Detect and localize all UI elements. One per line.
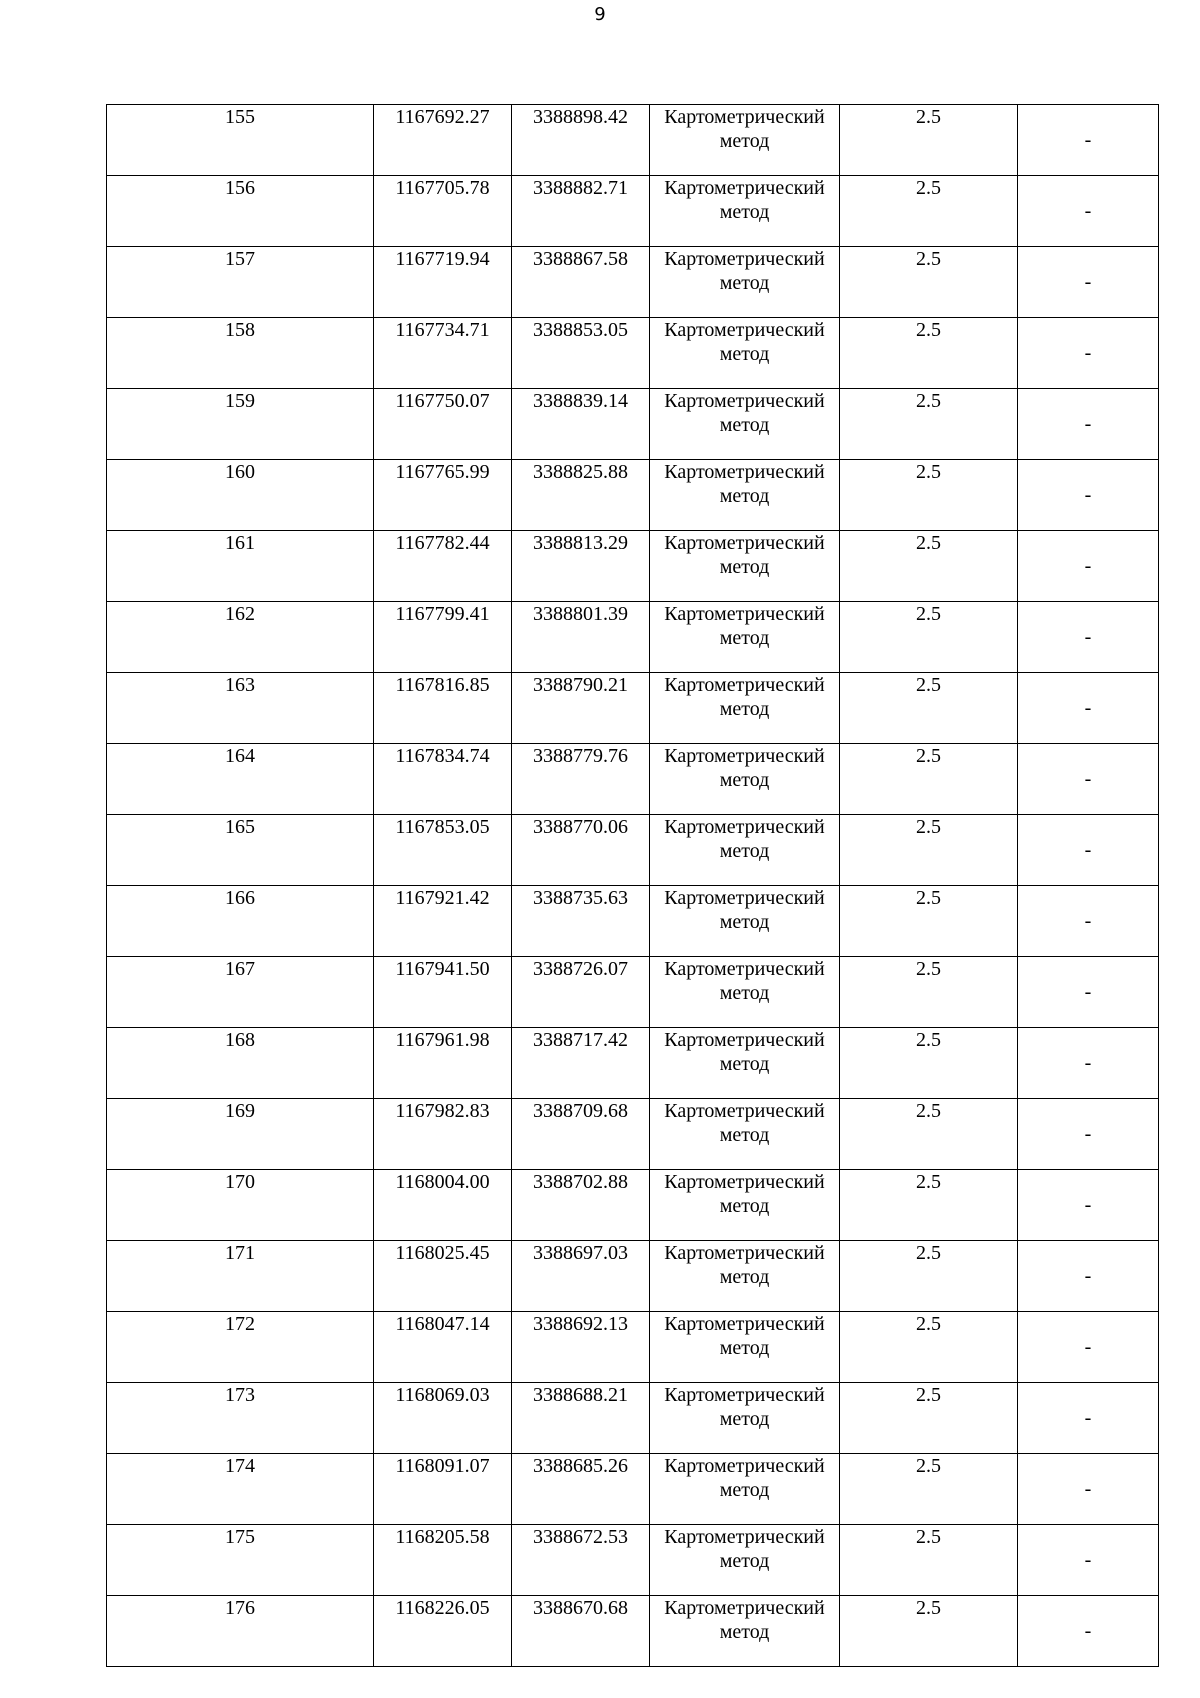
method-line: Картометрический [664,745,825,767]
point-number-cell: 170 [107,1170,374,1241]
method-line: Картометрический [664,1242,825,1264]
method-line: метод [719,1408,770,1430]
method-line: метод [719,1479,770,1501]
method-line: Картометрический [664,532,825,554]
x-coordinate-cell: 1168025.45 [374,1241,512,1312]
y-coordinate-cell: 3388692.13 [512,1312,650,1383]
method-cell [650,247,840,318]
table-row [107,1383,1159,1454]
method-line: метод [719,485,770,507]
method-cell [650,318,840,389]
point-number-cell: 166 [107,886,374,957]
method-cell [650,957,840,1028]
x-coordinate-cell: 1167705.78 [374,176,512,247]
method-cell [650,460,840,531]
method-cell [650,1454,840,1525]
point-number-cell: 168 [107,1028,374,1099]
accuracy-cell: 2.5 [840,1099,1018,1170]
table-body [107,105,1159,1667]
method-cell [650,1383,840,1454]
table-row [107,1099,1159,1170]
note-cell: - [1018,957,1159,1028]
method-line: Картометрический [664,1597,825,1619]
accuracy-cell: 2.5 [840,1596,1018,1667]
method-cell [650,1170,840,1241]
method-line: метод [719,1621,770,1643]
point-number-cell: 162 [107,602,374,673]
point-number-cell: 167 [107,957,374,1028]
table-row [107,531,1159,602]
y-coordinate-cell: 3388882.71 [512,176,650,247]
point-number-cell: 174 [107,1454,374,1525]
table-row [107,1241,1159,1312]
method-line: метод [719,982,770,1004]
note-cell: - [1018,176,1159,247]
method-cell [650,673,840,744]
method-line: метод [719,1550,770,1572]
point-number-cell: 173 [107,1383,374,1454]
y-coordinate-cell: 3388867.58 [512,247,650,318]
y-coordinate-cell: 3388709.68 [512,1099,650,1170]
accuracy-cell: 2.5 [840,247,1018,318]
method-line: метод [719,840,770,862]
y-coordinate-cell: 3388770.06 [512,815,650,886]
table-row [107,460,1159,531]
point-number-cell: 160 [107,460,374,531]
note-cell: - [1018,1383,1159,1454]
method-cell [650,602,840,673]
method-line: метод [719,769,770,791]
accuracy-cell: 2.5 [840,1312,1018,1383]
note-cell: - [1018,1170,1159,1241]
method-line: метод [719,1195,770,1217]
method-cell [650,176,840,247]
accuracy-cell: 2.5 [840,1241,1018,1312]
accuracy-cell: 2.5 [840,1454,1018,1525]
point-number-cell: 158 [107,318,374,389]
accuracy-cell: 2.5 [840,389,1018,460]
table-row [107,957,1159,1028]
x-coordinate-cell: 1168226.05 [374,1596,512,1667]
accuracy-cell: 2.5 [840,460,1018,531]
accuracy-cell: 2.5 [840,105,1018,176]
note-cell: - [1018,1596,1159,1667]
method-line: Картометрический [664,603,825,625]
table-row [107,744,1159,815]
page-number: 9 [594,4,606,25]
method-cell [650,1596,840,1667]
table-row [107,1454,1159,1525]
method-line: метод [719,1266,770,1288]
method-cell [650,815,840,886]
table-row [107,886,1159,957]
table-row [107,673,1159,744]
note-cell: - [1018,815,1159,886]
method-line: метод [719,911,770,933]
x-coordinate-cell: 1167816.85 [374,673,512,744]
point-number-cell: 164 [107,744,374,815]
method-cell [650,389,840,460]
accuracy-cell: 2.5 [840,886,1018,957]
accuracy-cell: 2.5 [840,1170,1018,1241]
x-coordinate-cell: 1168047.14 [374,1312,512,1383]
note-cell: - [1018,1525,1159,1596]
x-coordinate-cell: 1167719.94 [374,247,512,318]
method-cell [650,744,840,815]
table-row [107,389,1159,460]
method-line: Картометрический [664,1313,825,1335]
y-coordinate-cell: 3388670.68 [512,1596,650,1667]
method-cell [650,1028,840,1099]
method-cell [650,1241,840,1312]
note-cell: - [1018,318,1159,389]
accuracy-cell: 2.5 [840,176,1018,247]
coordinates-table [106,104,1159,1667]
method-line: Картометрический [664,248,825,270]
y-coordinate-cell: 3388672.53 [512,1525,650,1596]
x-coordinate-cell: 1167961.98 [374,1028,512,1099]
point-number-cell: 171 [107,1241,374,1312]
accuracy-cell: 2.5 [840,602,1018,673]
point-number-cell: 157 [107,247,374,318]
table-row [107,1028,1159,1099]
point-number-cell: 172 [107,1312,374,1383]
point-number-cell: 156 [107,176,374,247]
point-number-cell: 161 [107,531,374,602]
point-number-cell: 163 [107,673,374,744]
method-line: метод [719,272,770,294]
x-coordinate-cell: 1167982.83 [374,1099,512,1170]
table-row [107,1525,1159,1596]
y-coordinate-cell: 3388726.07 [512,957,650,1028]
method-line: Картометрический [664,1100,825,1122]
method-line: Картометрический [664,958,825,980]
y-coordinate-cell: 3388697.03 [512,1241,650,1312]
y-coordinate-cell: 3388779.76 [512,744,650,815]
point-number-cell: 165 [107,815,374,886]
x-coordinate-cell: 1167853.05 [374,815,512,886]
accuracy-cell: 2.5 [840,673,1018,744]
note-cell: - [1018,1241,1159,1312]
note-cell: - [1018,602,1159,673]
accuracy-cell: 2.5 [840,744,1018,815]
y-coordinate-cell: 3388898.42 [512,105,650,176]
method-line: Картометрический [664,390,825,412]
note-cell: - [1018,531,1159,602]
point-number-cell: 176 [107,1596,374,1667]
table-row [107,602,1159,673]
point-number-cell: 155 [107,105,374,176]
accuracy-cell: 2.5 [840,1383,1018,1454]
note-cell: - [1018,460,1159,531]
method-line: метод [719,343,770,365]
method-line: метод [719,556,770,578]
point-number-cell: 169 [107,1099,374,1170]
y-coordinate-cell: 3388801.39 [512,602,650,673]
table-row [107,105,1159,176]
y-coordinate-cell: 3388853.05 [512,318,650,389]
method-line: Картометрический [664,177,825,199]
method-line: Картометрический [664,461,825,483]
x-coordinate-cell: 1167941.50 [374,957,512,1028]
x-coordinate-cell: 1167692.27 [374,105,512,176]
x-coordinate-cell: 1167734.71 [374,318,512,389]
accuracy-cell: 2.5 [840,957,1018,1028]
note-cell: - [1018,886,1159,957]
accuracy-cell: 2.5 [840,318,1018,389]
note-cell: - [1018,673,1159,744]
point-number-cell: 175 [107,1525,374,1596]
x-coordinate-cell: 1167799.41 [374,602,512,673]
method-line: метод [719,414,770,436]
method-cell [650,1099,840,1170]
table-row [107,1312,1159,1383]
note-cell: - [1018,389,1159,460]
y-coordinate-cell: 3388735.63 [512,886,650,957]
method-line: Картометрический [664,1526,825,1548]
x-coordinate-cell: 1167765.99 [374,460,512,531]
note-cell: - [1018,105,1159,176]
y-coordinate-cell: 3388685.26 [512,1454,650,1525]
method-line: метод [719,1053,770,1075]
y-coordinate-cell: 3388688.21 [512,1383,650,1454]
x-coordinate-cell: 1167782.44 [374,531,512,602]
method-line: метод [719,1124,770,1146]
table-row [107,1596,1159,1667]
table-row [107,247,1159,318]
accuracy-cell: 2.5 [840,815,1018,886]
method-line: метод [719,130,770,152]
method-cell [650,1525,840,1596]
method-cell [650,1312,840,1383]
method-line: Картометрический [664,319,825,341]
method-line: Картометрический [664,887,825,909]
point-number-cell: 159 [107,389,374,460]
method-line: Картометрический [664,1171,825,1193]
method-cell [650,531,840,602]
method-cell [650,886,840,957]
x-coordinate-cell: 1168091.07 [374,1454,512,1525]
y-coordinate-cell: 3388813.29 [512,531,650,602]
note-cell: - [1018,1028,1159,1099]
method-line: метод [719,627,770,649]
method-line: Картометрический [664,106,825,128]
y-coordinate-cell: 3388790.21 [512,673,650,744]
table-row [107,1170,1159,1241]
note-cell: - [1018,1099,1159,1170]
method-line: метод [719,698,770,720]
x-coordinate-cell: 1168205.58 [374,1525,512,1596]
table-row [107,318,1159,389]
note-cell: - [1018,1312,1159,1383]
note-cell: - [1018,1454,1159,1525]
method-line: метод [719,1337,770,1359]
accuracy-cell: 2.5 [840,531,1018,602]
y-coordinate-cell: 3388839.14 [512,389,650,460]
method-cell [650,105,840,176]
method-line: Картометрический [664,1384,825,1406]
method-line: Картометрический [664,1455,825,1477]
y-coordinate-cell: 3388825.88 [512,460,650,531]
note-cell: - [1018,744,1159,815]
x-coordinate-cell: 1167834.74 [374,744,512,815]
method-line: Картометрический [664,674,825,696]
method-line: Картометрический [664,816,825,838]
table-row [107,815,1159,886]
x-coordinate-cell: 1167921.42 [374,886,512,957]
accuracy-cell: 2.5 [840,1028,1018,1099]
table-row [107,176,1159,247]
accuracy-cell: 2.5 [840,1525,1018,1596]
y-coordinate-cell: 3388702.88 [512,1170,650,1241]
y-coordinate-cell: 3388717.42 [512,1028,650,1099]
method-line: Картометрический [664,1029,825,1051]
method-line: метод [719,201,770,223]
note-cell: - [1018,247,1159,318]
x-coordinate-cell: 1168004.00 [374,1170,512,1241]
x-coordinate-cell: 1167750.07 [374,389,512,460]
x-coordinate-cell: 1168069.03 [374,1383,512,1454]
